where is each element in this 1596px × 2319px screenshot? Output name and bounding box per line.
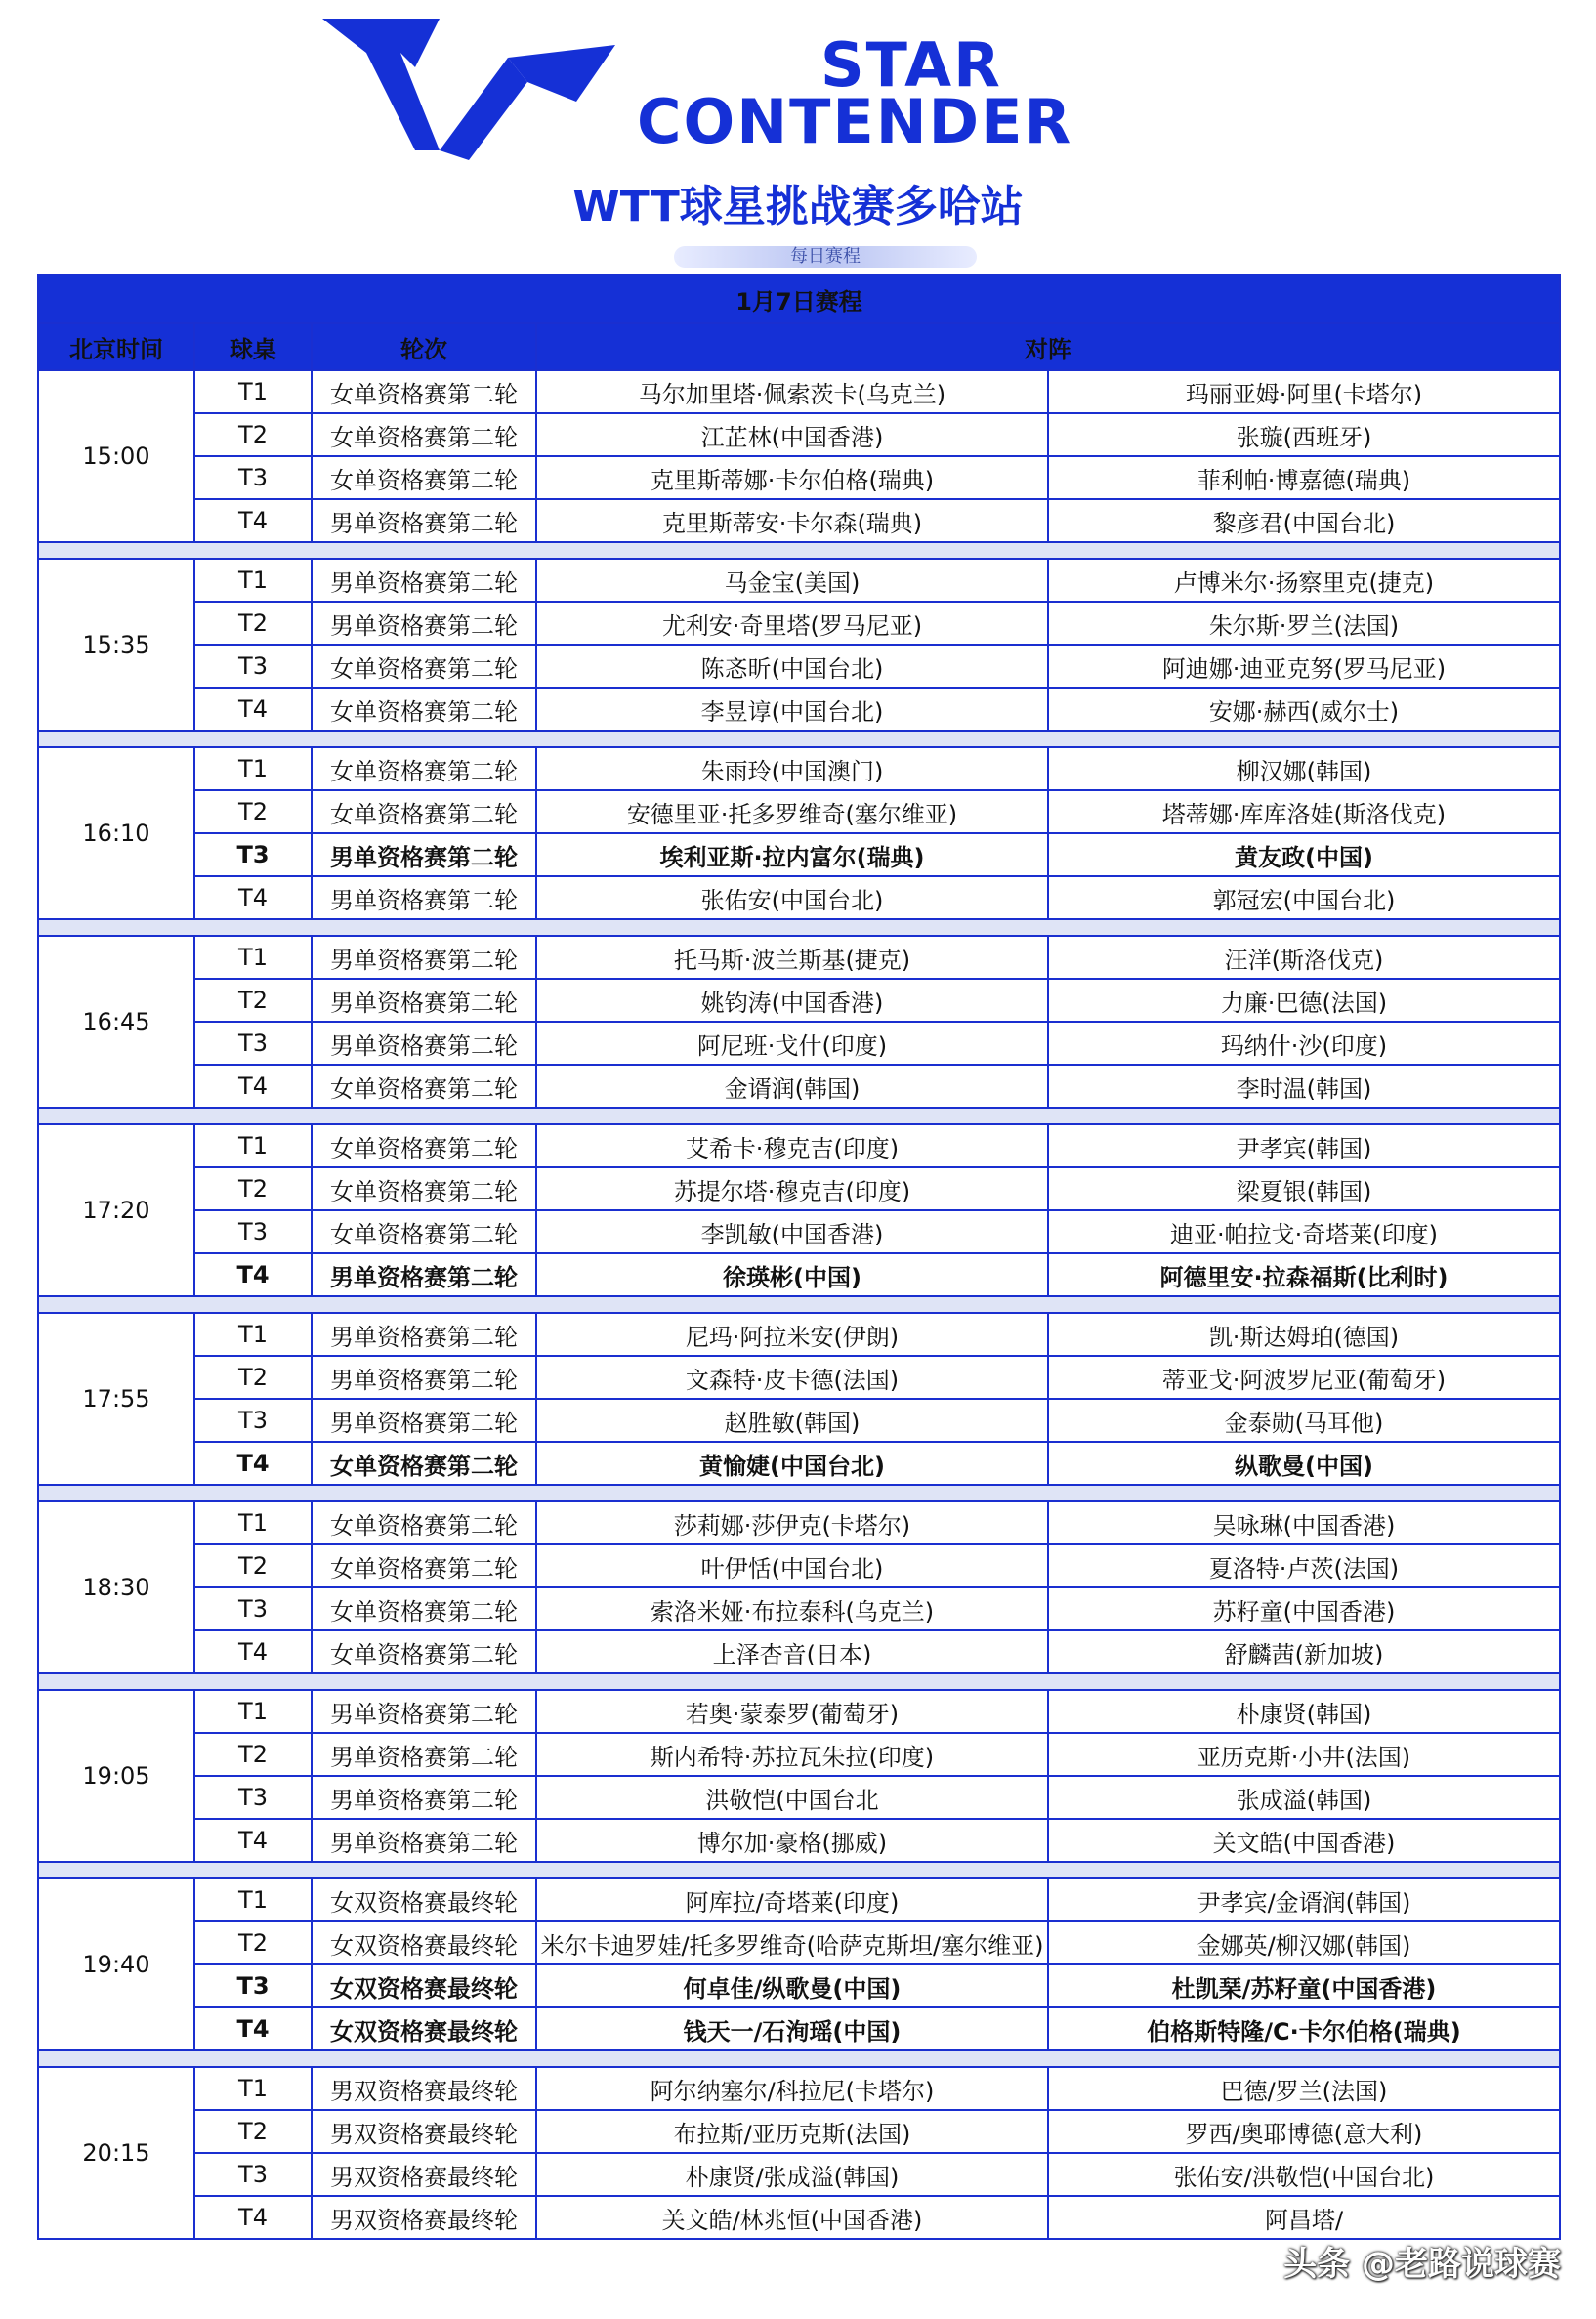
session-separator-cell [38,731,1560,747]
match-table: T2 [194,413,312,456]
match-player1: 克里斯蒂安·卡尔森(瑞典) [536,499,1048,542]
match-player1: 米尔卡迪罗娃/托多罗维奇(哈萨克斯坦/塞尔维亚) [536,1921,1048,1964]
match-player1: 阿库拉/奇塔莱(印度) [536,1878,1048,1921]
session-separator [38,2050,1560,2067]
session-time: 15:35 [38,559,194,731]
match-round: 女双资格赛最终轮 [312,2007,536,2050]
match-row [38,1065,1560,1108]
match-player1: 关文皓/林兆恒(中国香港) [536,2196,1048,2239]
match-table: T1 [194,1313,312,1356]
match-player2: 郭冠宏(中国台北) [1048,876,1560,919]
match-table: T2 [194,1544,312,1587]
match-player1: 黄愉婕(中国台北) [536,1442,1048,1485]
match-table: T3 [194,456,312,499]
match-player1: 张佑安(中国台北) [536,876,1048,919]
match-table: T1 [194,1124,312,1167]
match-round: 男单资格赛第二轮 [312,979,536,1022]
match-player1: 安德里亚·托多罗维奇(塞尔维亚) [536,790,1048,833]
watermark: 头条 @老路说球赛 [1283,2245,1561,2284]
match-player1: 埃利亚斯·拉内富尔(瑞典) [536,833,1048,876]
session-separator-cell [38,919,1560,936]
match-table: T3 [194,833,312,876]
session-separator-cell [38,1108,1560,1124]
match-player2: 凯·斯达姆珀(德国) [1048,1313,1560,1356]
match-row [38,1819,1560,1862]
match-round: 女双资格赛最终轮 [312,1878,536,1921]
match-round: 女单资格赛第二轮 [312,370,536,413]
match-player2: 罗西/奥耶博德(意大利) [1048,2110,1560,2153]
match-player2: 舒麟茜(新加坡) [1048,1630,1560,1673]
match-table: T4 [194,1442,312,1485]
match-table: T3 [194,1399,312,1442]
match-round: 男双资格赛最终轮 [312,2153,536,2196]
match-player1: 叶伊恬(中国台北) [536,1544,1048,1587]
match-player1: 钱天一/石洵瑶(中国) [536,2007,1048,2050]
col-header-table: 球桌 [194,323,312,370]
match-player2: 蒂亚戈·阿波罗尼亚(葡萄牙) [1048,1356,1560,1399]
match-table: T2 [194,602,312,645]
session-separator [38,1673,1560,1690]
match-player1: 托马斯·波兰斯基(捷克) [536,936,1048,979]
session-separator-cell [38,1862,1560,1878]
match-player1: 徐瑛彬(中国) [536,1253,1048,1296]
match-table: T2 [194,790,312,833]
session-time: 20:15 [38,2067,194,2239]
match-row [38,876,1560,919]
match-row [38,456,1560,499]
schedule-table [37,274,1561,2240]
match-player1: 李昱谆(中国台北) [536,688,1048,731]
session-separator-cell [38,542,1560,559]
col-header-round: 轮次 [312,323,536,370]
session-time: 19:05 [38,1690,194,1862]
match-round: 女单资格赛第二轮 [312,1630,536,1673]
match-player1: 金谞润(韩国) [536,1065,1048,1108]
date-title: 1月7日赛程 [38,274,1560,323]
match-round: 女双资格赛最终轮 [312,1964,536,2007]
match-row [38,1501,1560,1544]
match-player2: 伯格斯特隆/C·卡尔伯格(瑞典) [1048,2007,1560,2050]
match-round: 女单资格赛第二轮 [312,790,536,833]
match-player2: 巴德/罗兰(法国) [1048,2067,1560,2110]
col-header-matchup: 对阵 [536,323,1560,370]
match-player2: 力廉·巴德(法国) [1048,979,1560,1022]
match-row [38,1776,1560,1819]
match-player1: 索洛米娅·布拉泰科(乌克兰) [536,1587,1048,1630]
match-table: T2 [194,1356,312,1399]
match-table: T2 [194,2110,312,2153]
match-player2: 柳汉娜(韩国) [1048,747,1560,790]
match-row [38,1167,1560,1210]
match-table: T4 [194,2007,312,2050]
match-round: 男单资格赛第二轮 [312,1690,536,1733]
match-table: T1 [194,1690,312,1733]
match-round: 女单资格赛第二轮 [312,1210,536,1253]
match-row [38,602,1560,645]
brand-contender-text: CONTENDER [637,86,1073,157]
match-player2: 金娜英/柳汉娜(韩国) [1048,1921,1560,1964]
match-player2: 金泰勋(马耳他) [1048,1399,1560,1442]
session-time: 17:55 [38,1313,194,1485]
match-player1: 尼玛·阿拉米安(伊朗) [536,1313,1048,1356]
match-table: T4 [194,876,312,919]
match-player2: 杜凯琹/苏籽童(中国香港) [1048,1964,1560,2007]
match-player1: 马金宝(美国) [536,559,1048,602]
match-player1: 何卓佳/纵歌曼(中国) [536,1964,1048,2007]
match-table: T4 [194,1065,312,1108]
match-player2: 朴康贤(韩国) [1048,1690,1560,1733]
match-row [38,370,1560,413]
match-round: 男单资格赛第二轮 [312,876,536,919]
session-separator [38,1108,1560,1124]
match-table: T3 [194,2153,312,2196]
session-separator-cell [38,1485,1560,1501]
match-player2: 塔蒂娜·库库洛娃(斯洛伐克) [1048,790,1560,833]
match-round: 女单资格赛第二轮 [312,1544,536,1587]
match-player2: 菲利帕·博嘉德(瑞典) [1048,456,1560,499]
match-round: 男单资格赛第二轮 [312,1022,536,1065]
match-player2: 尹孝宾(韩国) [1048,1124,1560,1167]
match-table: T4 [194,1819,312,1862]
match-round: 女单资格赛第二轮 [312,747,536,790]
session-separator [38,731,1560,747]
match-player2: 阿迪娜·迪亚克努(罗马尼亚) [1048,645,1560,688]
match-player1: 阿尼班·戈什(印度) [536,1022,1048,1065]
match-table: T4 [194,499,312,542]
match-round: 女单资格赛第二轮 [312,645,536,688]
match-player2: 梁夏银(韩国) [1048,1167,1560,1210]
session-separator [38,542,1560,559]
col-header-time: 北京时间 [38,323,194,370]
match-row [38,833,1560,876]
match-player1: 莎莉娜·莎伊克(卡塔尔) [536,1501,1048,1544]
match-round: 男单资格赛第二轮 [312,833,536,876]
match-row [38,688,1560,731]
match-round: 男单资格赛第二轮 [312,1819,536,1862]
match-player2: 迪亚·帕拉戈·奇塔莱(印度) [1048,1210,1560,1253]
match-row [38,1124,1560,1167]
match-player1: 江芷林(中国香港) [536,413,1048,456]
match-round: 女单资格赛第二轮 [312,413,536,456]
match-table: T1 [194,2067,312,2110]
match-table: T3 [194,645,312,688]
schedule-body [38,370,1560,2239]
match-table: T2 [194,1167,312,1210]
match-table: T4 [194,688,312,731]
match-player2: 夏洛特·卢茨(法国) [1048,1544,1560,1587]
match-player2: 张佑安/洪敬恺(中国台北) [1048,2153,1560,2196]
match-row [38,1022,1560,1065]
match-row [38,413,1560,456]
match-row [38,790,1560,833]
session-time: 16:45 [38,936,194,1108]
match-table: T1 [194,370,312,413]
match-table: T3 [194,1776,312,1819]
match-player2: 安娜·赫西(威尔士) [1048,688,1560,731]
match-player2: 苏籽童(中国香港) [1048,1587,1560,1630]
match-row [38,1733,1560,1776]
match-table: T1 [194,1878,312,1921]
match-player1: 尤利安·奇里塔(罗马尼亚) [536,602,1048,645]
match-round: 男单资格赛第二轮 [312,1776,536,1819]
session-separator-cell [38,1296,1560,1313]
match-player1: 克里斯蒂娜·卡尔伯格(瑞典) [536,456,1048,499]
match-row [38,1921,1560,1964]
match-row [38,1878,1560,1921]
session-time: 17:20 [38,1124,194,1296]
match-row [38,747,1560,790]
match-row [38,1964,1560,2007]
match-row [38,2153,1560,2196]
match-round: 男双资格赛最终轮 [312,2067,536,2110]
match-row [38,936,1560,979]
match-player1: 若奥·蒙泰罗(葡萄牙) [536,1690,1048,1733]
match-table: T4 [194,1253,312,1296]
match-row [38,1399,1560,1442]
match-player1: 阿尔纳塞尔/科拉尼(卡塔尔) [536,2067,1048,2110]
match-player2: 黄友政(中国) [1048,833,1560,876]
session-time: 18:30 [38,1501,194,1673]
match-player1: 陈忞昕(中国台北) [536,645,1048,688]
match-round: 男双资格赛最终轮 [312,2110,536,2153]
event-title: WTT球星挑战赛多哈站 [572,182,1024,232]
session-separator [38,1296,1560,1313]
match-table: T1 [194,747,312,790]
session-separator [38,1862,1560,1878]
match-row [38,1544,1560,1587]
match-player1: 朱雨玲(中国澳门) [536,747,1048,790]
match-round: 女单资格赛第二轮 [312,1167,536,1210]
session-time: 16:10 [38,747,194,919]
match-round: 男单资格赛第二轮 [312,936,536,979]
match-player2: 阿德里安·拉森福斯(比利时) [1048,1253,1560,1296]
match-row [38,2067,1560,2110]
match-round: 男单资格赛第二轮 [312,602,536,645]
match-player2: 玛纳什·沙(印度) [1048,1022,1560,1065]
match-player2: 朱尔斯·罗兰(法国) [1048,602,1560,645]
match-table: T2 [194,1733,312,1776]
match-table: T2 [194,979,312,1022]
session-separator-cell [38,1673,1560,1690]
match-row [38,645,1560,688]
match-row [38,1253,1560,1296]
match-round: 女单资格赛第二轮 [312,1442,536,1485]
match-round: 女单资格赛第二轮 [312,1065,536,1108]
session-separator [38,919,1560,936]
match-player2: 玛丽亚姆·阿里(卡塔尔) [1048,370,1560,413]
match-player2: 张成溢(韩国) [1048,1776,1560,1819]
match-round: 男单资格赛第二轮 [312,1356,536,1399]
match-round: 女双资格赛最终轮 [312,1921,536,1964]
match-table: T3 [194,1964,312,2007]
match-table: T3 [194,1210,312,1253]
match-row [38,1690,1560,1733]
match-table: T4 [194,1630,312,1673]
match-row [38,559,1560,602]
match-row [38,1587,1560,1630]
match-player2: 汪洋(斯洛伐克) [1048,936,1560,979]
brand-star-text: STAR [820,29,1002,101]
match-row [38,2007,1560,2050]
match-player2: 李时温(韩国) [1048,1065,1560,1108]
match-player1: 文森特·皮卡德(法国) [536,1356,1048,1399]
match-row [38,499,1560,542]
match-player2: 尹孝宾/金谞润(韩国) [1048,1878,1560,1921]
match-player2: 亚历克斯·小井(法国) [1048,1733,1560,1776]
page-header [0,0,1596,274]
match-table: T3 [194,1587,312,1630]
match-round: 男双资格赛最终轮 [312,2196,536,2239]
match-round: 男单资格赛第二轮 [312,499,536,542]
match-row [38,1210,1560,1253]
match-player1: 李凯敏(中国香港) [536,1210,1048,1253]
match-player1: 马尔加里塔·佩索茨卡(乌克兰) [536,370,1048,413]
match-player2: 阿昌塔/ [1048,2196,1560,2239]
match-player2: 卢博米尔·扬察里克(捷克) [1048,559,1560,602]
match-player1: 苏提尔塔·穆克吉(印度) [536,1167,1048,1210]
subtitle-strip: 每日赛程 [674,246,977,268]
match-round: 女单资格赛第二轮 [312,1501,536,1544]
match-row [38,1356,1560,1399]
match-table: T1 [194,559,312,602]
match-table: T4 [194,2196,312,2239]
match-row [38,1313,1560,1356]
match-row [38,1442,1560,1485]
match-player1: 艾希卡·穆克吉(印度) [536,1124,1048,1167]
match-table: T1 [194,1501,312,1544]
session-time: 15:00 [38,370,194,542]
match-round: 男单资格赛第二轮 [312,1399,536,1442]
match-player1: 洪敬恺(中国台北 [536,1776,1048,1819]
match-player1: 布拉斯/亚历克斯(法国) [536,2110,1048,2153]
match-player2: 纵歌曼(中国) [1048,1442,1560,1485]
match-player2: 黎彦君(中国台北) [1048,499,1560,542]
match-round: 男单资格赛第二轮 [312,1253,536,1296]
match-player1: 斯内希特·苏拉瓦朱拉(印度) [536,1733,1048,1776]
match-player1: 朴康贤/张成溢(韩国) [536,2153,1048,2196]
wtt-logo-icon [322,14,625,160]
match-player1: 上泽杏音(日本) [536,1630,1048,1673]
match-player1: 博尔加·豪格(挪威) [536,1819,1048,1862]
match-row [38,1630,1560,1673]
match-round: 男单资格赛第二轮 [312,1733,536,1776]
match-player2: 张璇(西班牙) [1048,413,1560,456]
match-round: 女单资格赛第二轮 [312,1587,536,1630]
session-separator-cell [38,2050,1560,2067]
session-separator [38,1485,1560,1501]
match-round: 女单资格赛第二轮 [312,688,536,731]
match-player1: 姚钧涛(中国香港) [536,979,1048,1022]
match-table: T1 [194,936,312,979]
match-round: 男单资格赛第二轮 [312,1313,536,1356]
match-round: 男单资格赛第二轮 [312,559,536,602]
session-time: 19:40 [38,1878,194,2050]
match-round: 女单资格赛第二轮 [312,1124,536,1167]
match-row [38,979,1560,1022]
match-table: T2 [194,1921,312,1964]
match-player2: 吴咏琳(中国香港) [1048,1501,1560,1544]
match-round: 女单资格赛第二轮 [312,456,536,499]
match-row [38,2110,1560,2153]
match-player1: 赵胜敏(韩国) [536,1399,1048,1442]
match-player2: 关文皓(中国香港) [1048,1819,1560,1862]
match-table: T3 [194,1022,312,1065]
match-row [38,2196,1560,2239]
